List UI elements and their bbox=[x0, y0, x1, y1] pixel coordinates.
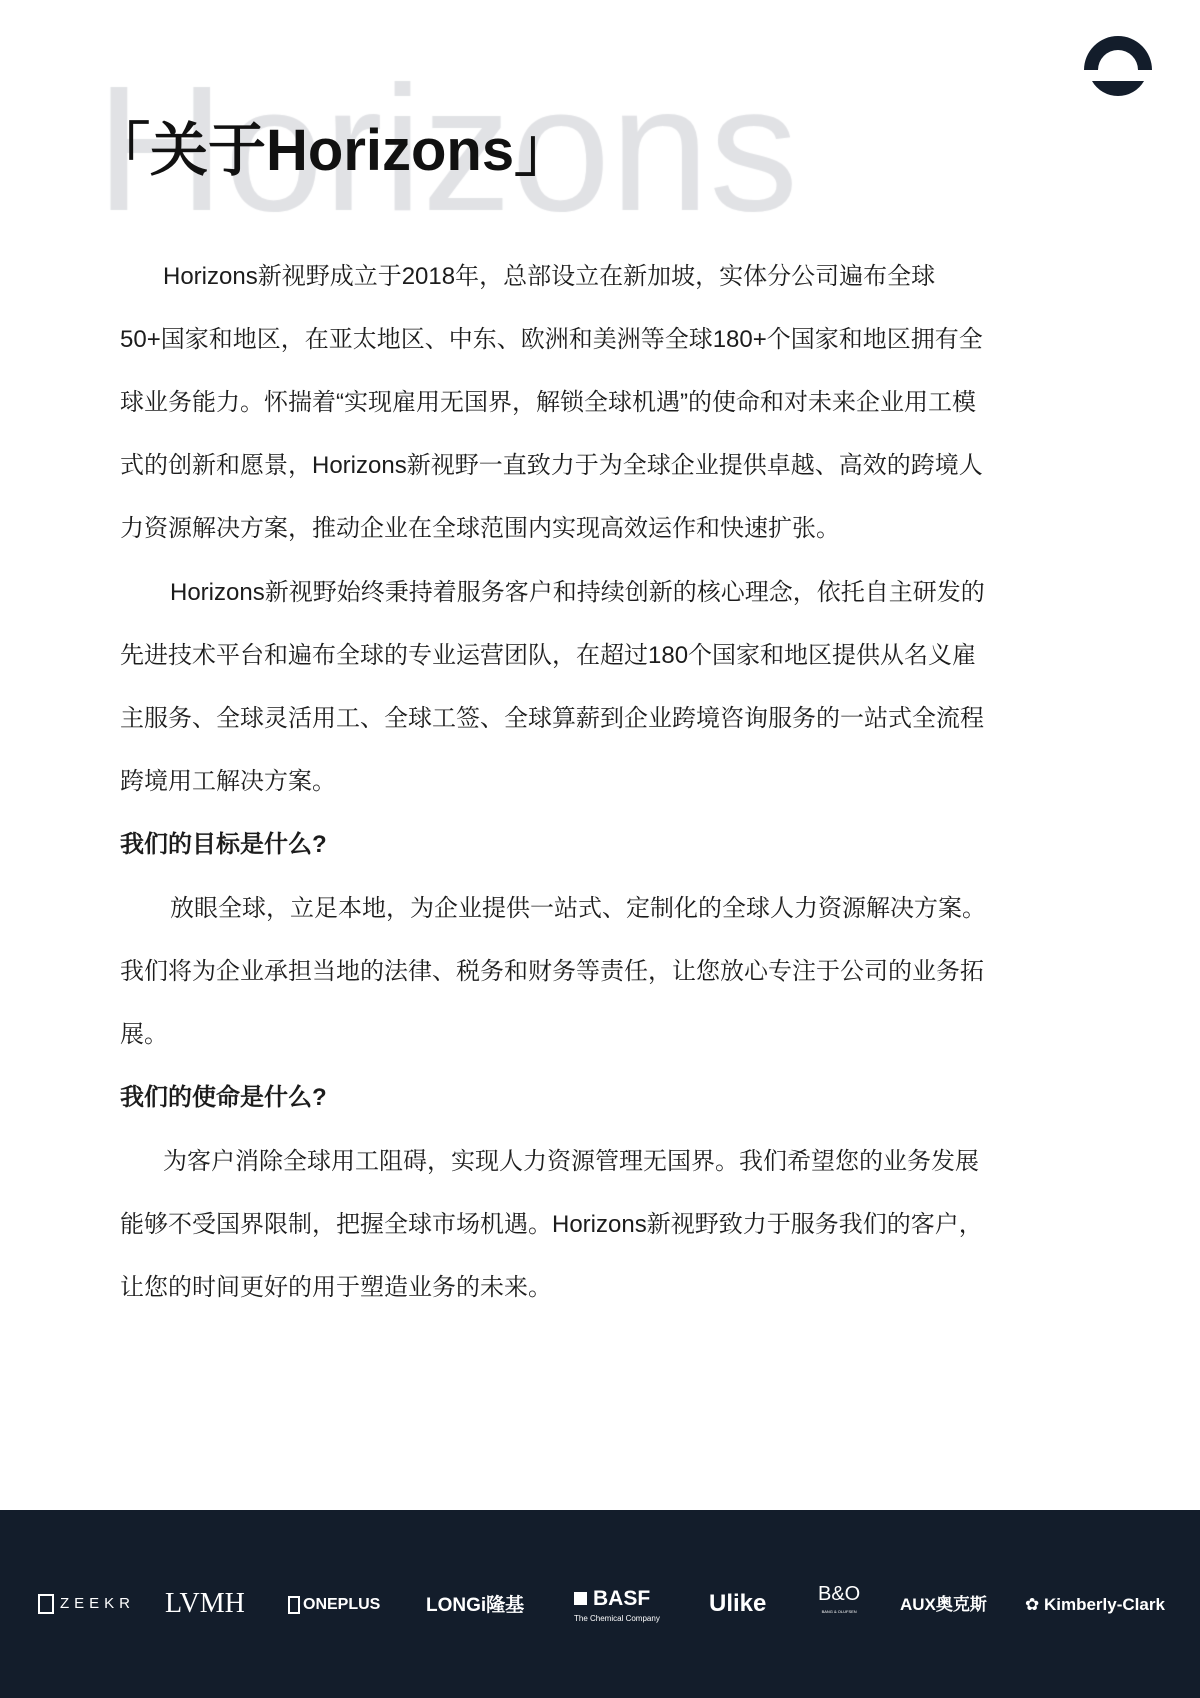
paragraph-line: 为客户消除全球用工阻碍，实现人力资源管理无国界。我们希望您的业务发展 bbox=[163, 1148, 979, 1175]
horizons-logo-icon bbox=[1072, 18, 1164, 110]
basf-logo bbox=[574, 1588, 660, 1623]
brand-name: B&O bbox=[818, 1583, 861, 1605]
paragraph-line: 能够不受国界限制，把握全球市场机遇。Horizons新视野致力于服务我们的客户， bbox=[120, 1211, 983, 1238]
oneplus-mark-icon bbox=[288, 1596, 300, 1614]
brand-name: ONEPLUS bbox=[303, 1596, 381, 1614]
brand-subname: BANG & OLUFSEN bbox=[821, 1609, 857, 1614]
brand-name: Kimberly-Clark bbox=[1043, 1595, 1165, 1614]
bang-olufsen-logo bbox=[818, 1584, 860, 1614]
paragraph-line: 放眼全球，立足本地，为企业提供一站式、定制化的全球人力资源解决方案。 bbox=[170, 895, 986, 922]
kimberly-clark-mark-icon: ✿ bbox=[1025, 1595, 1044, 1614]
paragraph-line: 展。 bbox=[120, 1021, 168, 1048]
page-title: 「关于Horizons」 bbox=[92, 118, 573, 183]
zeekr-logo bbox=[38, 1594, 135, 1614]
paragraph-line: 跨境用工解决方案。 bbox=[120, 768, 336, 795]
paragraph-line: 力资源解决方案，推动企业在全球范围内实现高效运作和快速扩张。 bbox=[120, 515, 840, 542]
aux-logo: AUX奥克斯 bbox=[900, 1595, 987, 1614]
ulike-logo: Ulike bbox=[709, 1590, 767, 1617]
paragraph-line: 式的创新和愿景，Horizons新视野一直致力于为全球企业提供卓越、高效的跨境人 bbox=[120, 452, 983, 479]
kimberly-clark-logo bbox=[1025, 1596, 1165, 1613]
section-heading-mission: 我们的使命是什么? bbox=[120, 1084, 327, 1111]
basf-mark-icon bbox=[574, 1592, 587, 1605]
zeekr-mark-icon bbox=[38, 1594, 54, 1614]
paragraph-line: 主服务、全球灵活用工、全球工签、全球算薪到企业跨境咨询服务的一站式全流程 bbox=[120, 705, 984, 732]
brand-name: ZEEKR bbox=[60, 1594, 136, 1612]
paragraph-line: Horizons新视野始终秉持着服务客户和持续创新的核心理念，依托自主研发的 bbox=[170, 579, 985, 606]
paragraph-line: 先进技术平台和遍布全球的专业运营团队，在超过180个国家和地区提供从名义雇 bbox=[120, 642, 977, 669]
basf-tagline: The Chemical Company bbox=[574, 1614, 660, 1623]
paragraph-line: 球业务能力。怀揣着“实现雇用无国界，解锁全球机遇”的使命和对未来企业用工模 bbox=[120, 389, 976, 416]
section-heading-goal: 我们的目标是什么? bbox=[120, 831, 327, 858]
lvmh-logo: LVMH bbox=[165, 1588, 245, 1619]
brand-name: BASF bbox=[593, 1587, 651, 1610]
paragraph-line: 50+国家和地区，在亚太地区、中东、欧洲和美洲等全球180+个国家和地区拥有全 bbox=[120, 326, 983, 353]
paragraph-line: Horizons新视野成立于2018年，总部设立在新加坡，实体分公司遍布全球 bbox=[163, 263, 936, 290]
paragraph-line: 让您的时间更好的用于塑造业务的未来。 bbox=[120, 1274, 552, 1301]
longi-logo: LONGi隆基 bbox=[426, 1595, 525, 1616]
oneplus-logo bbox=[288, 1596, 380, 1614]
client-logos-footer bbox=[0, 1510, 1200, 1698]
paragraph-line: 我们将为企业承担当地的法律、税务和财务等责任，让您放心专注于公司的业务拓 bbox=[120, 958, 984, 985]
